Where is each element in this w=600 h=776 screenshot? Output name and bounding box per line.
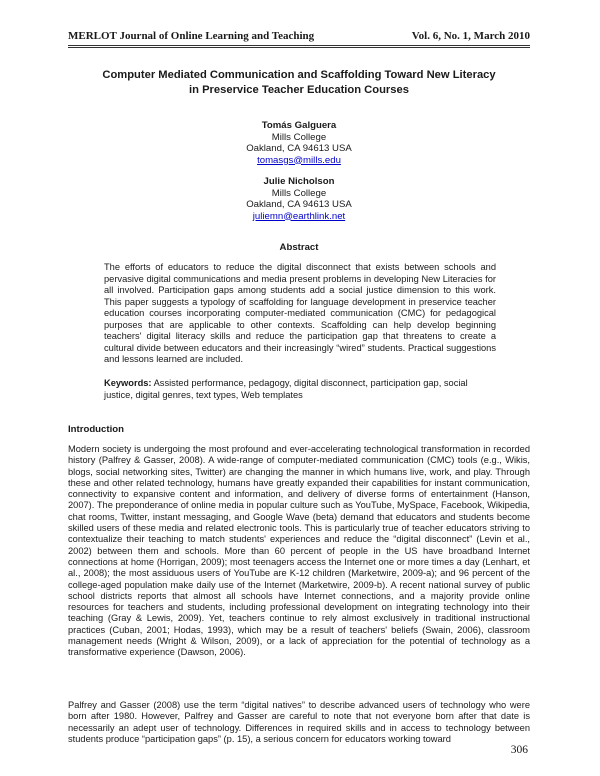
keywords-text: Assisted performance, pedagogy, digital disconnect, participation gap, social justice, digital genres, text types, Web templates (104, 378, 468, 400)
author-email-link[interactable]: juliemn@earthlink.net (252, 210, 346, 222)
author-block-2 (68, 176, 530, 222)
author-address: Oakland, CA 94613 USA (246, 199, 352, 210)
abstract-heading: Abstract (279, 242, 319, 253)
title-line-1: Computer Mediated Communication and Scaffolding Toward New Literacy (102, 69, 496, 81)
author-email-link[interactable]: tomasgs@mills.edu (257, 154, 341, 166)
introduction-heading: Introduction (68, 424, 124, 435)
author-affiliation: Mills College (271, 131, 327, 143)
running-header (68, 30, 530, 42)
body-paragraph: Palfrey and Gasser (2008) use the term “digital natives” to describe advanced users of technology who were born after 1980. However, Palfrey and Gasser are careful to note that not everyone born after that date is necessarily an adept user of technology. Differences in required skills and in access to technology between students produce “participation gaps” (p. 15), a serious concern for educators working toward (68, 700, 530, 744)
author-name: Julie Nicholson (263, 176, 335, 187)
journal-name: MERLOT Journal of Online Learning and Teaching (68, 30, 315, 42)
header-rule (68, 45, 530, 48)
author-block-1 (68, 120, 530, 166)
author-affiliation: Mills College (271, 187, 327, 199)
page-number: 306 (510, 744, 528, 756)
author-address: Oakland, CA 94613 USA (246, 143, 352, 154)
keywords-label: Keywords: (104, 378, 152, 388)
body-paragraph: Modern society is undergoing the most profound and ever-accelerating technological transformation in recorded history (Palfrey & Gasser, 2008). A wide-range of computer-mediated communication (CMC) tools (e.g., Wikis, blogs, social networking sites, Twitter) are changing the manner in which humans live, work, and play. Through these and other related technology, humans have greatly expanded their capabilities for instant communication, connectivity to expansive content and information, and delivery of diverse forms of entertainment (Hanson, 2007). The preponderance of online media in popular culture such as YouTube, MySpace, Facebook, Wikipedia, chat rooms, Twitter, instant messaging, and Google Wave (beta) demand that educators and students become skilled users of these media and related electronic tools. This is particularly true of teacher educators striving to contextualize their teaching to match students' experiences and reduce the “digital disconnect” (Levin et al., 2002) between them and schools. More than 60 percent of people in the US have broadband Internet connections at home (Horrigan, 2009); most teenagers access the Internet one or more times a day (Lenhart, et al., 2008); the most assiduous users of YouTube are K-12 children (Marketwire, 2009-a); and 96 percent of the college-aged population make daily use of the Internet (Marketwire, 2009-b). A recent national survey of public school districts reports that almost all schools have Internet connections, and a majority provide online resources for teachers and students, including professional development on integrating technology into their teaching (Gray & Lewis, 2009). Yet, teachers continue to rely almost exclusively in traditional instructional practices (Cuban, 2001; Hodas, 1993), which may be a result of teachers' beliefs (Swain, 2006), classroom management needs (Wright & Wilson, 2009), or a lack of appreciation for the potential of technology as a transformative experience (Dawson, 2006). (68, 444, 530, 658)
title-line-2: in Preservice Teacher Education Courses (189, 84, 409, 96)
paper-title (68, 68, 530, 98)
abstract-text: The efforts of educators to reduce the digital disconnect that exists between schools and pervasive digital communications and media present problems in developing New Literacies for all involved. Participation gaps among students add a social justice dimension to this work. This paper suggests a typology of scaffolding for language development in preservice teacher education courses incorporating computer-mediated communication (CMC) for pedagogical purposes that are applicable to other contexts. Scaffolding can help develop beginning teachers' digital literacy skills and reduce the participation gap that threatens to create a cultural divide between educators and their increasingly “wired” students. Practical suggestions and lessons learned are included. (104, 262, 496, 364)
volume-issue: Vol. 6, No. 1, March 2010 (411, 30, 530, 42)
author-name: Tomás Galguera (261, 120, 337, 131)
keywords (104, 378, 496, 401)
